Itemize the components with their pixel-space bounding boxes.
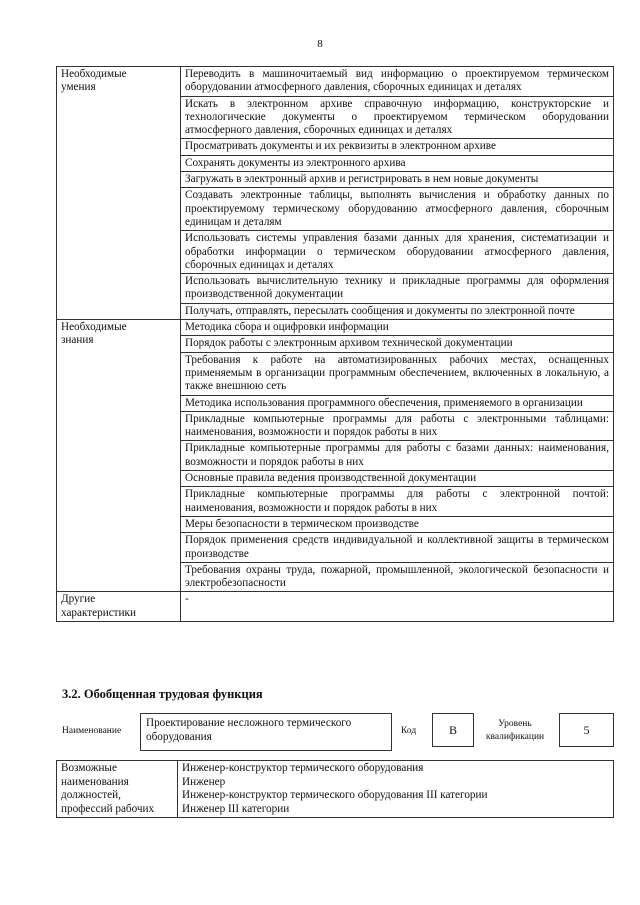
positions-label-line: наименования [61, 775, 129, 788]
skills-label-line: Необходимые [61, 68, 127, 80]
skill-item: Использовать вычислительную технику и прикладные программы для оформления производственной документации [181, 274, 614, 304]
skills-label-line: умения [61, 81, 96, 94]
skill-item: Использовать системы управления базами данных для хранения, систематизации и обработки информации о термическом оборудовании атмосферного давления, сборочных единицах и деталях [181, 231, 614, 274]
positions-table [56, 760, 614, 818]
skill-item: Просматривать документы и их реквизиты в электронном архиве [181, 139, 614, 155]
code-value: B [448, 722, 457, 737]
table-row [57, 592, 614, 622]
knowledge-item: Основные правила ведения производственной документации [181, 471, 614, 487]
skill-item: Получать, отправлять, пересылать сообщения и документы по электронной почте [181, 303, 614, 319]
knowledge-item: Прикладные компьютерные программы для работы с электронной почтой: наименования, возможности и порядок работы в них [181, 487, 614, 517]
function-name-box: Проектирование несложного термического оборудования [140, 713, 392, 751]
positions-label-line: должностей, [61, 789, 121, 801]
positions-label-line: профессий рабочих [61, 802, 155, 815]
position-item: Инженер-конструктор термического оборудования [182, 762, 424, 774]
positions-label-line: Возможные [61, 762, 117, 774]
skill-item: Создавать электронные таблицы, выполнять вычисления и обработку данных по проектируемому термическому оборудованию атмосферного давления, сборочным единицам и деталям [181, 188, 614, 231]
table-row [57, 67, 614, 97]
table-row [57, 320, 614, 336]
knowledge-item: Требования к работе на автоматизированных рабочих местах, оснащенных применяемым в организации программным обеспечением, включенных в локальную, а также внешнюю сеть [181, 352, 614, 395]
table-row [57, 761, 614, 818]
position-item: Инженер [182, 775, 226, 788]
knowledge-label-line: Необходимые [61, 321, 127, 334]
skill-item: Искать в электронном архиве справочную информацию, конструкторские и технологические документы о проектируемом термическом оборудовании атмосферного давления, сборочных единицах и деталях [181, 96, 614, 139]
level-label-line: Уровень [498, 719, 532, 729]
knowledge-item: Прикладные компьютерные программы для работы с электронными таблицами: наименования, возможности и порядок работы в них [181, 411, 614, 441]
other-label-line: характеристики [61, 606, 136, 619]
positions-list [178, 761, 614, 818]
section-heading: 3.2. Обобщенная трудовая функция [62, 687, 263, 701]
competencies-table [56, 66, 614, 622]
knowledge-item: Методика сбора и оцифровки информации [181, 320, 614, 336]
knowledge-item: Меры безопасности в термическом производстве [181, 516, 614, 532]
positions-label [57, 761, 178, 818]
position-item: Инженер III категории [182, 802, 290, 815]
skill-item: Загружать в электронный архив и регистрировать в нем новые документы [181, 172, 614, 188]
knowledge-label [57, 320, 181, 592]
level-box [559, 713, 614, 747]
knowledge-label-line: знания [61, 334, 94, 347]
level-label [478, 718, 552, 744]
skills-label [57, 67, 181, 320]
other-label [57, 592, 181, 622]
skill-item: Переводить в машиночитаемый вид информацию о проектируемом термическом оборудовании атмосферного давления, сборочных единицах и деталях [181, 67, 614, 97]
name-label: Наименование [62, 726, 122, 736]
knowledge-item: Требования охраны труда, пожарной, промышленной, экологической безопасности и электробезопасности [181, 562, 614, 592]
knowledge-item: Порядок работы с электронным архивом технической документации [181, 336, 614, 352]
level-value: 5 [583, 722, 590, 737]
knowledge-item: Методика использования программного обеспечения, применяемого в организации [181, 395, 614, 411]
knowledge-item: Прикладные компьютерные программы для работы с базами данных: наименования, возможности и порядок работы в них [181, 441, 614, 471]
other-value: - [181, 592, 614, 622]
skill-item: Сохранять документы из электронного архива [181, 155, 614, 171]
other-label-line: Другие [61, 593, 96, 606]
knowledge-item: Порядок применения средств индивидуальной и коллективной защиты в термическом производстве [181, 533, 614, 563]
position-item: Инженер-конструктор термического оборудования III категории [182, 789, 488, 801]
level-label-line: квалификации [485, 732, 545, 742]
code-box [432, 713, 474, 747]
page-number: 8 [317, 38, 323, 50]
code-label: Код [401, 726, 417, 736]
